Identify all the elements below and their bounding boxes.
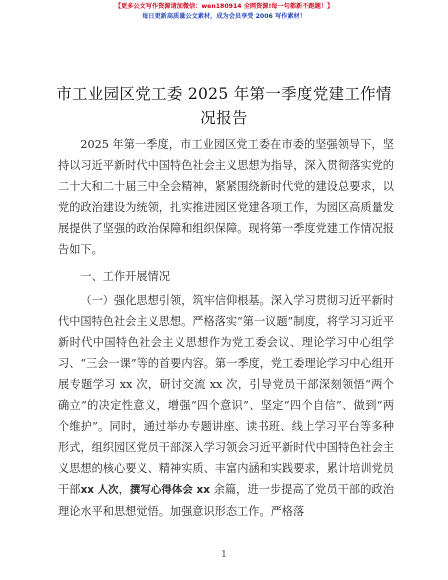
intro-paragraph: 2025 年第一季度，市工业园区党工委在市委的坚强领导下，坚持以习近平新时代中国特色社会主义思想为指导，深入贯彻落实党的二十大和二十届三中全会精神，紧紧围绕新时代党的建设总要求，以党的政治建设为统领，扎实推进园区党建各项工作，为园区高质量发展提供了坚强的政治保障和组织保障。现将第一季度党建工作情况报告如下。	[58, 138, 394, 256]
bold-text: xx 人次	[80, 484, 119, 496]
promo-banner	[0, 2, 448, 22]
promo-banner-line-2: 每日更新高质量公文素材，成为会员享受 2006 写作素材！	[142, 13, 306, 20]
document-title: 市工业园区党工委 2025 年第一季度党建工作情况报告	[56, 85, 392, 127]
page-number: 1	[221, 550, 227, 560]
body-paragraph-1	[58, 290, 394, 522]
promo-banner-line-1: 【更多公文写作资源请加微信：wen180914 全网资源!每一句都新不跑题！】	[114, 3, 334, 10]
paragraph-text: 余篇，进一步提高了党员干部的政治理论水平和思想觉悟。加强意识形态工作。严格落	[58, 483, 394, 518]
paragraph-text: （一）强化思想引领，筑牢信仰根基。深入学习贯彻习近平新时代中国特色社会主义思想。严格落实“第一议题”制度，将学习习近平新时代中国特色社会主义思想作为党工委会议、理论学习中心组学习、“三会一课”等的首要内容。第一季度，党工委理论学习中心组开展专题学习 xx 次，研讨交流 xx 次，引导党员干部深刻领悟“两个确立”的决定性意义，增强“四个意识”、坚定“四个自信”、做到“两个维护”。同时，通过举办专题讲座、读书班、线上学习平台等多种形式，组织园区党员干部深入学习领会习近平新时代中国特色社会主义思想的核心要义、精神实质、丰富内涵和实践要求，累计培训党员干部	[58, 294, 394, 496]
bold-text: 撰写心得体会 xx	[129, 484, 210, 496]
paragraph-text: ，	[118, 483, 130, 496]
section-heading-1: 一、工作开展情况	[80, 270, 170, 283]
